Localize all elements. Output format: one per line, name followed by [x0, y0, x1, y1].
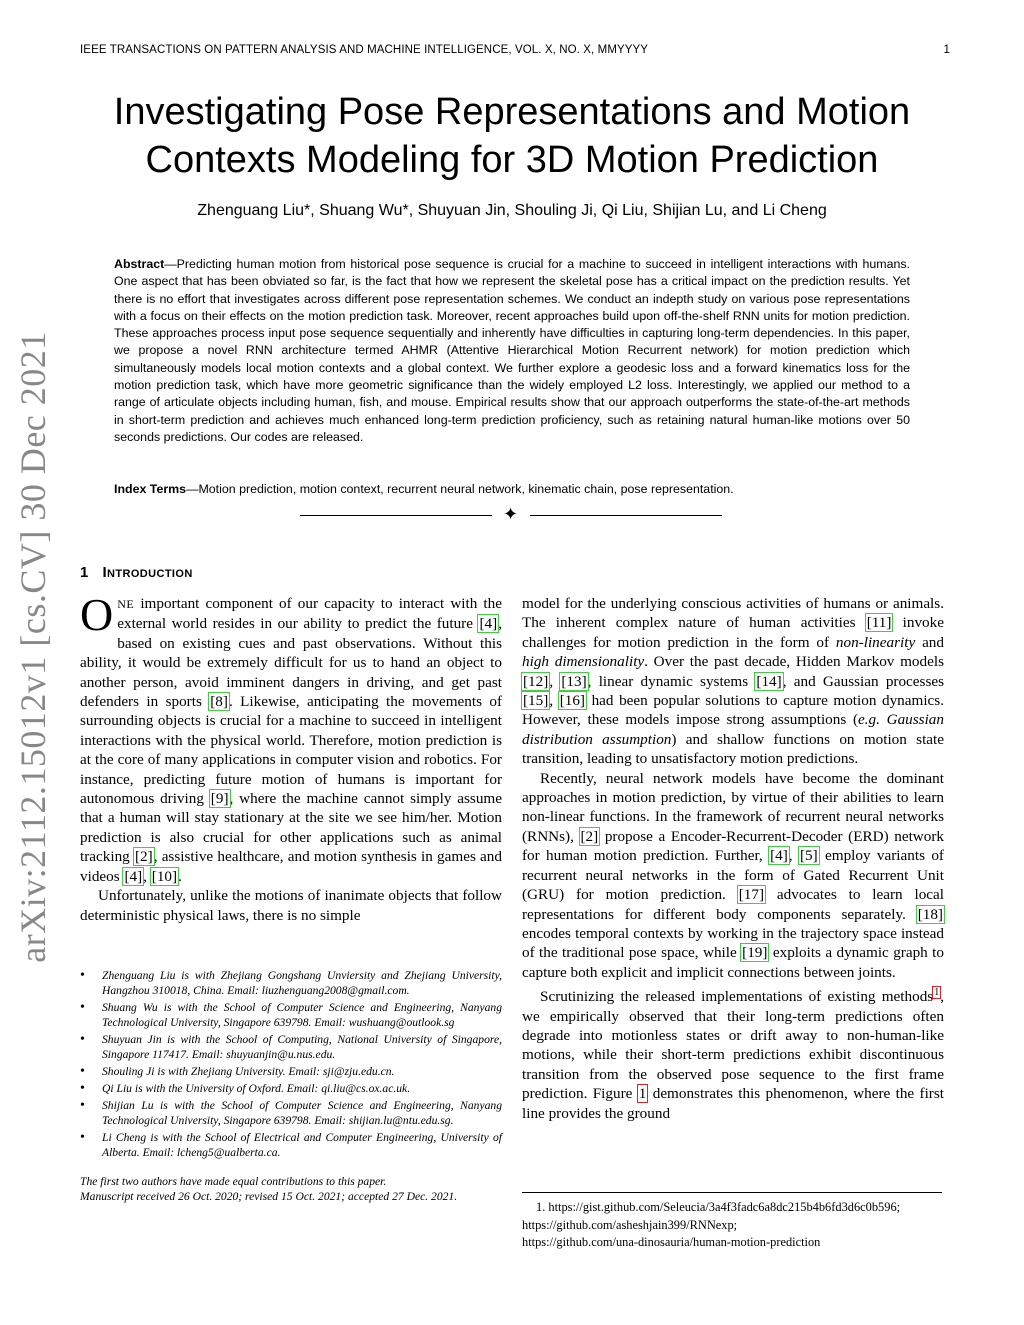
citation-link[interactable]: [17]	[738, 886, 765, 904]
citation-link[interactable]: [11]	[866, 614, 892, 632]
drop-cap: O	[80, 589, 114, 640]
intro-paragraph-1	[80, 589, 502, 886]
affiliation-notes	[80, 968, 502, 1204]
divider-diamond-icon: ✦	[503, 504, 519, 524]
section-heading	[80, 564, 193, 581]
citation-link[interactable]: [19]	[742, 944, 768, 962]
footnote-rule	[522, 1192, 942, 1193]
italic-term: non-linearity	[835, 633, 916, 651]
paper-title	[60, 88, 964, 184]
citation-link[interactable]: [10]	[151, 867, 178, 885]
citation-link[interactable]: [14]	[756, 672, 782, 690]
index-terms-text: —Motion prediction, motion context, recurrent neural network, kinematic chain, pose representation.	[186, 482, 734, 496]
arxiv-identifier: arXiv:2112.15012v1 [cs.CV] 30 Dec 2021	[13, 331, 53, 963]
arxiv-stamp	[2, 331, 64, 963]
abstract	[114, 256, 910, 446]
journal-name: IEEE TRANSACTIONS ON PATTERN ANALYSIS AND MACHINE INTELLIGENCE, VOL. X, NO. X, MMYYYY	[80, 44, 649, 56]
citation-link[interactable]: [18]	[917, 905, 943, 923]
citation-link[interactable]: [5]	[799, 847, 818, 865]
affiliation-list	[80, 968, 502, 1160]
citation-link[interactable]: [16]	[559, 692, 585, 710]
footnote-url[interactable]: 1. https://gist.github.com/Seleucia/3a4f3fadc6a8dc215b4b6fd3d6c0b596;	[536, 1200, 901, 1214]
citation-link[interactable]: [9]	[210, 790, 229, 808]
running-header	[80, 44, 950, 56]
title-line-2: Contexts Modeling for 3D Motion Prediction	[145, 139, 879, 181]
affiliation-item: • Qi Liu is with the University of Oxford. Email: qi.liu@cs.ox.ac.uk.	[102, 1081, 502, 1096]
text-run: encodes temporal contexts by working in the trajectory space instead of the traditional pose space, while	[522, 924, 944, 962]
citation-link[interactable]: [4]	[770, 847, 788, 865]
left-column	[80, 589, 502, 925]
section-title: Introduction	[102, 564, 193, 581]
section-number: 1	[80, 564, 89, 581]
affiliation-item: • Zhenguang Liu is with Zhejiang Gongshang Unviersity and Zhejiang University, Hangzhou 310018, China. Email: liuzhenguang2008@gmail.com.	[102, 968, 502, 998]
text-run: exploits a dynamic graph to capture both explicit and implicit connections between joints.	[522, 944, 944, 981]
citation-link[interactable]: [15]	[523, 692, 549, 710]
section-divider	[300, 504, 724, 524]
text-run: , and Gaussian processes	[782, 672, 945, 690]
affiliation-item: • Shuyuan Jin is with the School of Computing, National University of Singapore, Singapore 117417. Email: shuyuanjin@u.nus.edu.	[102, 1032, 502, 1062]
text-run: model for the underlying conscious activities of humans or animals. The inherent complex nature of human activities	[522, 595, 944, 632]
text-run: Recently, neural network models have become the dominant approaches in motion prediction, by virtue of their abilities to learn non-linear functions. In the framework of recurrent neural networks (RNNs),	[522, 769, 944, 845]
text-run: had been popular solutions to capture motion dynamics. However, these models impose strong assumptions (	[522, 692, 944, 729]
text-run: , linear dynamic systems	[587, 672, 756, 690]
intro-paragraph-3	[522, 594, 944, 769]
italic-term: high dimensionality	[522, 653, 645, 671]
text-run: , we empirically observed that their long-term predictions often degrade into motionless states or drift away to non-human-like motions, while their short-term predictions exhibit discontinuous transition from the observed pose sequence to the first frame prediction. Figure	[522, 988, 944, 1103]
title-line-1: Investigating Pose Representations and Motion	[113, 91, 911, 133]
abstract-text: —Predicting human motion from historical pose sequence is crucial for a machine to succeed in intelligent interactions with humans. One aspect that has been obviated so far, is the fact that how we represent the skeletal pose has a critical impact on the prediction results. Yet there is no effort that investigates across different pose representation schemes. We conduct an indepth study on various pose representations with a focus on their effects on the motion prediction task. Moreover, recent approaches build upon off-the-shelf RNN units for motion prediction. These approaches process input pose sequence sequentially and inherently have difficulties in capturing long-term dependencies. In this paper, we propose a novel RNN architecture termed AHMR (Attentive Hierarchical Motion Recurrent network) for motion prediction which simultaneously models local motion contexts and a global context. We further explore a geodesic loss and a forward kinematics loss for the motion prediction task, which have more geometric significance than the widely employed L2 loss. Interestingly, we applied our method to a range of articulate objects including human, fish, and mouse. Empirical results show that our approach outperforms the state-of-the-art methods in short-term prediction and achieves much enhanced long-term prediction proficiency, such as retaining natural human-like motions over 50 seconds predictions. Our codes are released.	[114, 257, 910, 444]
figure-link[interactable]: 1	[638, 1085, 647, 1103]
citation-link[interactable]: [4]	[479, 615, 498, 633]
small-caps-lead: NE	[117, 597, 135, 611]
text-run: demonstrates this phenomenon, where the first line provides the ground	[522, 1085, 944, 1122]
text-run: . Likewise, anticipating the movements of surrounding objects is crucial for a machine to succeed in intelligent interactions with the physical world. Therefore, motion prediction is at the core of many applications in computer vision and robotics. For instance, predicting future motion of humans is important for autonomous driving	[80, 693, 502, 808]
affiliation-item: • Shuang Wu is with the School of Computer Science and Engineering, Nanyang Technological University, Singapore 639798. Email: wushuang@outlook.sg	[102, 1000, 502, 1030]
index-terms-label: Index Terms	[114, 482, 187, 496]
index-terms	[114, 482, 910, 496]
text-run: Scrutinizing the released implementations of existing methods	[540, 988, 934, 1006]
manuscript-dates: Manuscript received 26 Oct. 2020; revised 15 Oct. 2021; accepted 27 Dec. 2021.	[80, 1190, 458, 1203]
text-run: invoke challenges for motion prediction in the form of	[522, 614, 944, 651]
citation-link[interactable]: [13]	[561, 672, 587, 690]
text-run: , assistive healthcare, and motion synthesis in games and videos	[80, 848, 502, 885]
citation-link[interactable]: [2]	[580, 827, 599, 845]
right-column	[522, 594, 944, 1123]
footnote-url[interactable]: https://github.com/asheshjain399/RNNexp;	[522, 1217, 738, 1232]
affiliation-item: • Shijian Lu is with the School of Computer Science and Engineering, Nanyang Technological University, Singapore 639798. Email: shijian.lu@ntu.edu.sg.	[102, 1098, 502, 1128]
text-run: ,	[143, 867, 151, 885]
abstract-label: Abstract	[114, 257, 165, 271]
code-links-footnote	[522, 1192, 974, 1252]
text-run: and	[915, 633, 944, 651]
text-run: ,	[788, 847, 799, 865]
author-list: Zhenguang Liu*, Shuang Wu*, Shuyuan Jin, Shouling Ji, Qi Liu, Shijian Lu, and Li Cheng	[197, 202, 827, 219]
text-run: propose a Encoder-Recurrent-Decoder (ERD) network for human motion prediction. Further,	[522, 827, 945, 865]
citation-link[interactable]: [4]	[124, 867, 143, 885]
text-run: important component of our capacity to interact with the external world resides in our ability to predict the future	[117, 595, 502, 633]
text-run: ,	[549, 672, 561, 690]
text-run: . Over the past decade, Hidden Markov models	[644, 653, 944, 671]
text-run: ,	[549, 692, 559, 710]
text-run: .	[178, 867, 182, 885]
italic-term: e.g. Gaussian distribution assumption	[522, 711, 944, 748]
footnote-link[interactable]: 1	[934, 987, 940, 999]
text-run: employ variants of recurrent neural networks in the form of Gated Recurrent Unit (GRU) for motion prediction.	[522, 847, 944, 904]
intro-paragraph-2: Unfortunately, unlike the motions of inanimate objects that follow deterministic physical laws, there is no simple	[80, 887, 502, 924]
intro-paragraph-4	[522, 769, 944, 982]
citation-link[interactable]: [2]	[134, 848, 153, 866]
affiliation-item: • Shouling Ji is with Zhejiang University. Email: sji@zju.edu.cn.	[102, 1064, 502, 1079]
page-number: 1	[943, 44, 950, 56]
citation-link[interactable]: [8]	[210, 693, 228, 711]
intro-paragraph-5	[522, 982, 944, 1123]
text-run: , where the machine cannot simply assume that a human will stay stationary at the site we see him/her. Motion prediction is also crucial for other applications such as animal tracking	[80, 790, 502, 866]
text-run: advocates to learn local representations for different body components separately.	[522, 886, 945, 923]
text-run: ) and shallow functions on motion state transition, leading to unsatisfactory motion predictions.	[522, 730, 944, 768]
equal-contribution-note: The first two authors have made equal contributions to this paper.	[80, 1175, 387, 1188]
text-run: , based on existing cues and past observations. Without this ability, it would be extremely difficult for us to hand an object to another person, avoid imminent dangers in driving, and get past defenders in sports	[80, 615, 502, 711]
citation-link[interactable]: [12]	[523, 672, 549, 690]
footnote-url[interactable]: https://github.com/una-dinosauria/human-motion-prediction	[522, 1235, 821, 1249]
affiliation-item: • Li Cheng is with the School of Electrical and Computer Engineering, University of Alberta. Email: lcheng5@ualberta.ca.	[102, 1130, 502, 1160]
